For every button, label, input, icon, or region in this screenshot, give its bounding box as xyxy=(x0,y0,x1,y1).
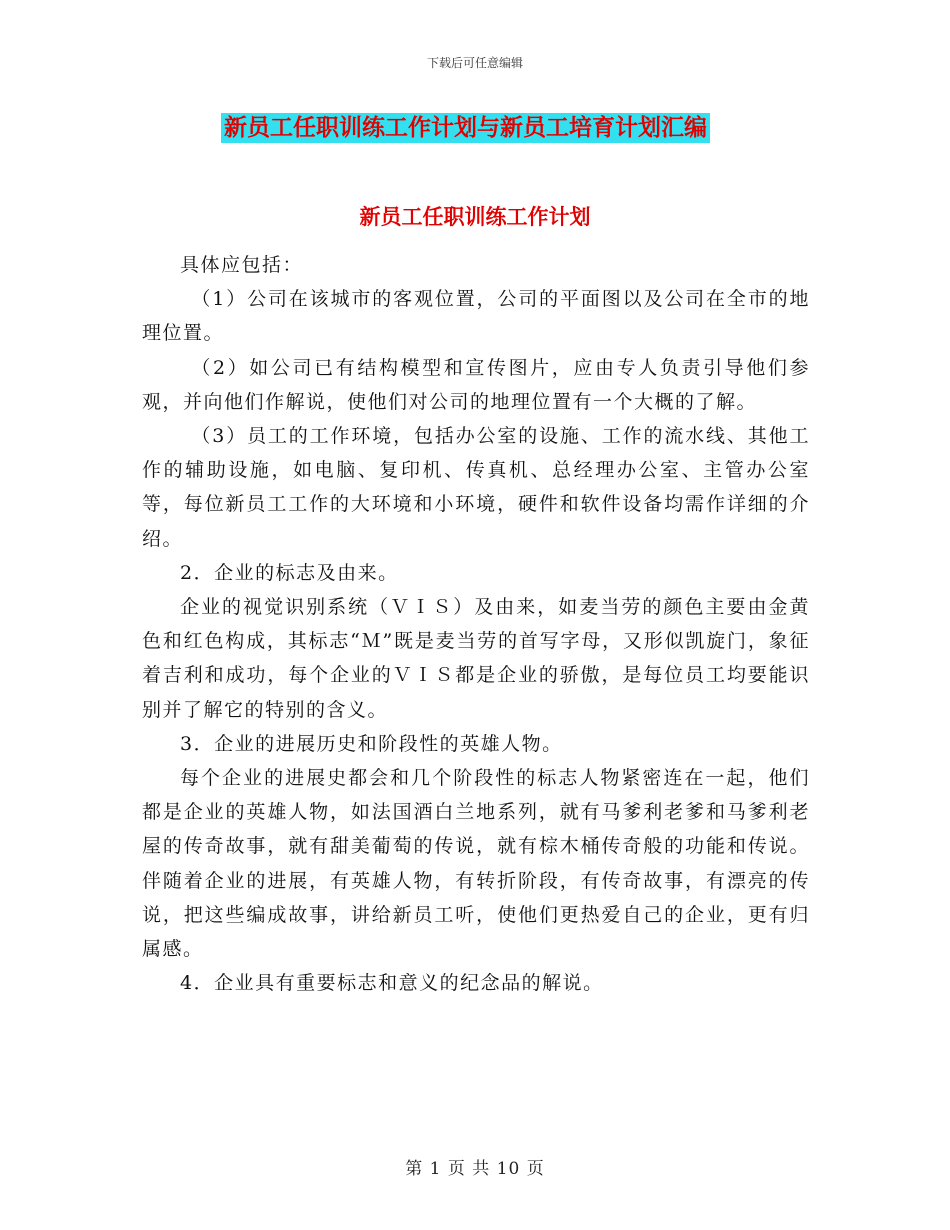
paragraph: 3．企业的进展历史和阶段性的英雄人物。 xyxy=(180,732,563,755)
paragraph: 2．企业的标志及由来。 xyxy=(180,561,399,584)
page-header-note: 下载后可任意编辑 xyxy=(426,56,523,70)
section-title: 新员工任职训练工作计划 xyxy=(359,204,591,229)
page-footer-pagination: 第 1 页 共 10 页 xyxy=(405,1159,545,1179)
paragraph: （2）如公司已有结构模型和宣传图片，应由专人负责引导他们参观，并向他们作解说，使他们对公司的地理位置有一个大概的了解。 xyxy=(142,356,810,413)
document-body xyxy=(142,248,810,1000)
paragraph: 企业的视觉识别系统（ＶＩＳ）及由来，如麦当劳的颜色主要由金黄色和红色构成，其标志“Ｍ”既是麦当劳的首写字母，又形似凯旋门，象征着吉利和成功，每个企业的ＶＩＳ都是企业的骄傲，是每位员工均要能识别并了解它的特别的含义。 xyxy=(142,596,810,721)
paragraph: 具体应包括： xyxy=(180,254,304,276)
paragraph: （1）公司在该城市的客观位置，公司的平面图以及公司在全市的地理位置。 xyxy=(142,288,810,345)
paragraph: （3）员工的工作环境，包括办公室的设施、工作的流水线、其他工作的辅助设施，如电脑、复印机、传真机、总经理办公室、主管办公室等，每位新员工工作的大环境和小环境，硬件和软件设备均需作详细的介绍。 xyxy=(142,425,810,550)
paragraph: 每个企业的进展史都会和几个阶段性的标志人物紧密连在一起，他们都是企业的英雄人物，如法国酒白兰地系列，就有马爹利老爹和马爹利老屋的传奇故事，就有甜美葡萄的传说，就有棕木桶传奇般的功能和传说。伴随着企业的进展，有英雄人物，有转折阶段，有传奇故事，有漂亮的传说，把这些编成故事，讲给新员工听，使他们更热爱自己的企业，更有归属感。 xyxy=(142,767,810,961)
document-title: 新员工任职训练工作计划与新员工培育计划汇编 xyxy=(221,113,710,143)
paragraph: 4．企业具有重要标志和意义的纪念品的解说。 xyxy=(180,972,604,995)
